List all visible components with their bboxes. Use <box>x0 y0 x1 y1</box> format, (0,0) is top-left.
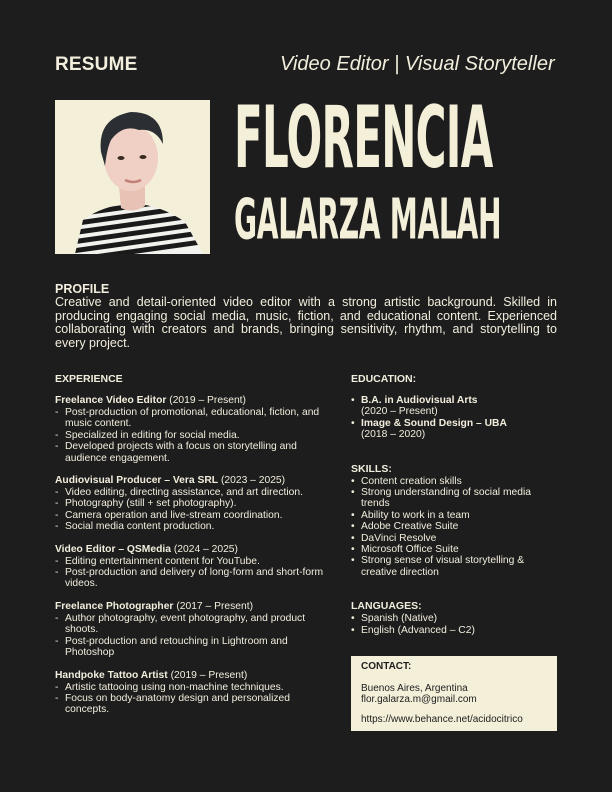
tagline: Video Editor | Visual Storyteller <box>280 53 555 75</box>
languages-title: LANGUAGES: <box>351 600 422 613</box>
first-name: FLORENCIA <box>234 88 493 189</box>
skills-section <box>351 463 561 579</box>
skills-title: SKILLS: <box>351 462 392 475</box>
profile-title: PROFILE <box>55 282 110 296</box>
contact-title: CONTACT: <box>361 661 412 672</box>
profile-section <box>55 282 557 350</box>
resume-label: RESUME <box>55 54 138 75</box>
job-entry <box>55 395 335 464</box>
last-name: GALARZA MALAH <box>234 187 502 253</box>
list-item: • Ability to work in a team <box>351 510 561 521</box>
list-item: • Strong sense of visual storytelling & creative direction <box>351 555 561 578</box>
list-item: - Focus on body-anatomy design and personalized concepts. <box>55 693 335 716</box>
list-item: • Microsoft Office Suite <box>351 544 561 555</box>
list-item: - Developed projects with a focus on storytelling and audience engagement. <box>55 441 335 464</box>
education-title: EDUCATION: <box>351 373 417 385</box>
job-entry <box>55 670 335 716</box>
job-entry <box>55 544 335 590</box>
education-section <box>351 373 561 441</box>
job-title: Freelance Photographer (2017 – Present) <box>55 600 254 612</box>
list-item: - Author photography, event photography, and product shoots. <box>55 613 335 636</box>
contact-box <box>351 656 557 731</box>
list-item: • B.A. in Audiovisual Arts (2020 – Present) <box>351 395 561 418</box>
list-item: - Specialized in editing for social media. <box>55 430 335 441</box>
profile-photo <box>55 100 210 254</box>
list-item: • DaVinci Resolve <box>351 533 561 544</box>
job-entry <box>55 475 335 533</box>
job-entry <box>55 601 335 659</box>
list-item: • Strong understanding of social media trends <box>351 487 561 510</box>
list-item: • Content creation skills <box>351 476 561 487</box>
job-title: Video Editor – QSMedia (2024 – 2025) <box>55 543 238 555</box>
sidebar-column <box>351 373 561 651</box>
list-item: - Photography (still + set photography). <box>55 498 335 509</box>
job-title: Audiovisual Producer – Vera SRL (2023 – 2025) <box>55 475 286 487</box>
list-item: - Editing entertainment content for YouTube. <box>55 556 335 567</box>
job-title: Handpoke Tattoo Artist (2019 – Present) <box>55 669 248 681</box>
list-item: - Video editing, directing assistance, and art direction. <box>55 487 335 498</box>
list-item: • Adobe Creative Suite <box>351 521 561 532</box>
list-item: • Spanish (Native) <box>351 613 561 624</box>
languages-section <box>351 600 561 636</box>
list-item: - Social media content production. <box>55 521 335 532</box>
list-item: - Post-production of promotional, educational, fiction, and music content. <box>55 407 335 430</box>
contact-website[interactable]: https://www.behance.net/acidocitrico <box>361 714 523 725</box>
list-item: - Camera operation and live-stream coordination. <box>55 510 335 521</box>
contact-email[interactable]: flor.galarza.m@gmail.com <box>361 694 477 705</box>
list-item: • English (Advanced – C2) <box>351 625 561 636</box>
contact-location: Buenos Aires, Argentina <box>361 683 468 694</box>
list-item: - Artistic tattooing using non-machine techniques. <box>55 682 335 693</box>
portrait-image <box>55 100 210 254</box>
experience-title: EXPERIENCE <box>55 373 123 385</box>
list-item: - Post-production and delivery of long-form and short-form videos. <box>55 567 335 590</box>
job-title: Freelance Video Editor (2019 – Present) <box>55 395 246 406</box>
profile-text: Creative and detail-oriented video editor with a strong artistic background. Skilled in producing engaging social media, music, fiction, and educational content. Experienced collaborating with creators and brands, bringing sensitivity, rhythm, and storytelling to every project. <box>55 295 557 350</box>
experience-section <box>55 373 335 727</box>
list-item: • Image & Sound Design – UBA (2018 – 2020) <box>351 418 561 441</box>
list-item: - Post-production and retouching in Lightroom and Photoshop <box>55 636 335 659</box>
